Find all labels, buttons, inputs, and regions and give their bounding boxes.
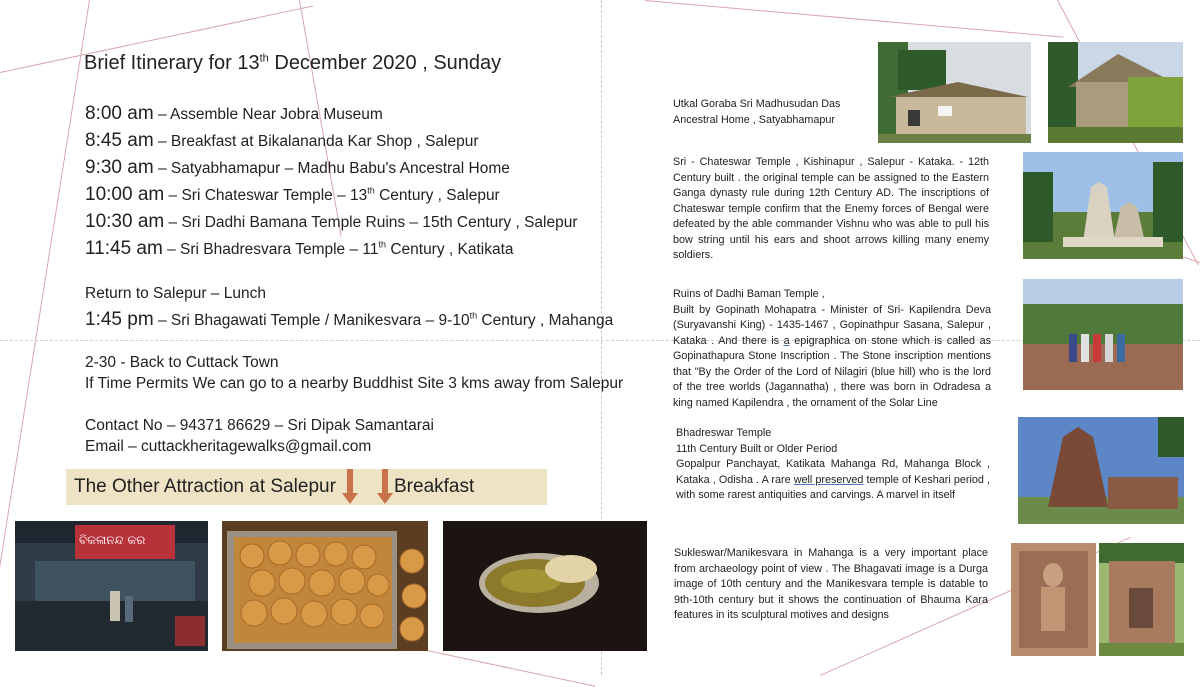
manikesvara-temple-photo <box>1099 543 1184 656</box>
dadhi-baman-body: Built by Gopinath Mohapatra - Minister of Sri- Kapilendra Deva (Suryavanshi King) - 1435-1467 , Gopinathpur Sasana, Salepur , Kataka . And there is a epigraphica on stone which is called as Gopinathapura Stone Inscription . The Stone inscription mentions that "By the Order of the Lord of Nilagiri (blue hill) who is the lord of the tree worlds (Jagannatha) , there was born in Odradesa a king named Kapilendra , the ornament of the Solar Line <box>673 303 991 409</box>
breakfast-plate-photo <box>443 521 647 651</box>
bhadreswar-temple-photo <box>1018 417 1184 524</box>
chateswar-temple-photo <box>1023 152 1183 259</box>
dadhi-baman-ruins-photo <box>1023 279 1183 390</box>
thatched-house-photo <box>1048 42 1183 143</box>
shop-sign-text: ବିକଳାନନ୍ଦ କର <box>79 533 146 547</box>
bhadreswar-title: Bhadreswar Temple <box>676 427 772 439</box>
ancestral-home-photo <box>878 42 1031 143</box>
attractions-banner <box>66 469 547 505</box>
bhadreswar-period: 11th Century Built or Older Period <box>676 442 838 455</box>
itinerary-item: 8:00 am – Assemble Near Jobra Museum <box>85 103 383 124</box>
bhadreswar-description <box>676 426 990 504</box>
decor-line <box>645 0 1063 38</box>
chateswar-description: Sri - Chateswar Temple , Kishinapur , Salepur - Kataka. - 12th Century built . the original temple can be assigned to the Eastern Ganga dynasty rule during 12th Century AD. The inscriptions of Chateswar temple confirm that the Enemy forces of Bengal were defeated by the able commander Vishnu who was able to pull his bow string until his ears and shoot arrows killing many enemy soldiers. <box>673 156 989 261</box>
itinerary-item-afternoon: 1:45 pm – Sri Bhagawati Temple / Manikesvara – 9-10th Century , Mahanga <box>85 309 614 330</box>
durga-image-photo <box>1011 543 1096 656</box>
madhusudan-title: Utkal Goraba Sri Madhusudan Das <box>673 98 841 110</box>
madhusudan-caption <box>673 97 873 128</box>
rasagola-tray-photo <box>222 521 428 651</box>
contact-email: Email – cuttackheritagewalks@gmail.com <box>85 438 372 455</box>
itinerary-item: 8:45 am – Breakfast at Bikalananda Kar Shop , Salepur <box>85 130 479 151</box>
shop-front-photo <box>15 521 208 651</box>
itinerary-item: 10:30 am – Sri Dadhi Bamana Temple Ruins – 15th Century , Salepur <box>85 211 578 232</box>
page-title: Brief Itinerary for 13th December 2020 , Sunday <box>84 52 502 74</box>
itinerary-item: 11:45 am – Sri Bhadresvara Temple – 11th Century , Katikata <box>85 238 514 259</box>
itinerary-item: 10:00 am – Sri Chateswar Temple – 13th Century , Salepur <box>85 184 500 205</box>
dadhi-baman-title: Ruins of Dadhi Baman Temple , <box>673 288 825 300</box>
dadhi-baman-description <box>673 287 991 411</box>
sukleswar-description: Sukleswar/Manikesvara in Mahanga is a very important place from archaeology point of view . The Bhagavati image is a Durga image of 10th century and the Manikesvara temple is datable to 9th-10th century but it shows the continuation of Bhauma Kara features in its sculptural motives and designs <box>674 547 988 621</box>
contact-phone: Contact No – 94371 86629 – Sri Dipak Samantarai <box>85 417 434 434</box>
banner-right-label: Breakfast <box>394 476 475 497</box>
lunch-note: Return to Salepur – Lunch <box>85 285 266 302</box>
bhadreswar-body: Gopalpur Panchayat, Katikata Mahanga Rd, Mahanga Block , Kataka , Odisha . A rare well preserved temple of Keshari period , with some rarest antiquities and carvings. A marvel in itself <box>676 458 990 501</box>
madhusudan-location: Ancestral Home , Satyabhamapur <box>673 113 836 126</box>
page-fold-horizontal <box>0 340 1200 341</box>
banner-left-label: The Other Attraction at Salepur <box>74 476 336 497</box>
itinerary-item: 9:30 am – Satyabhamapur – Madhu Babu's Ancestral Home <box>85 157 510 178</box>
return-note: 2-30 - Back to Cuttack Town <box>85 354 279 371</box>
buddhist-site-note: If Time Permits We can go to a nearby Buddhist Site 3 kms away from Salepur <box>85 375 624 392</box>
